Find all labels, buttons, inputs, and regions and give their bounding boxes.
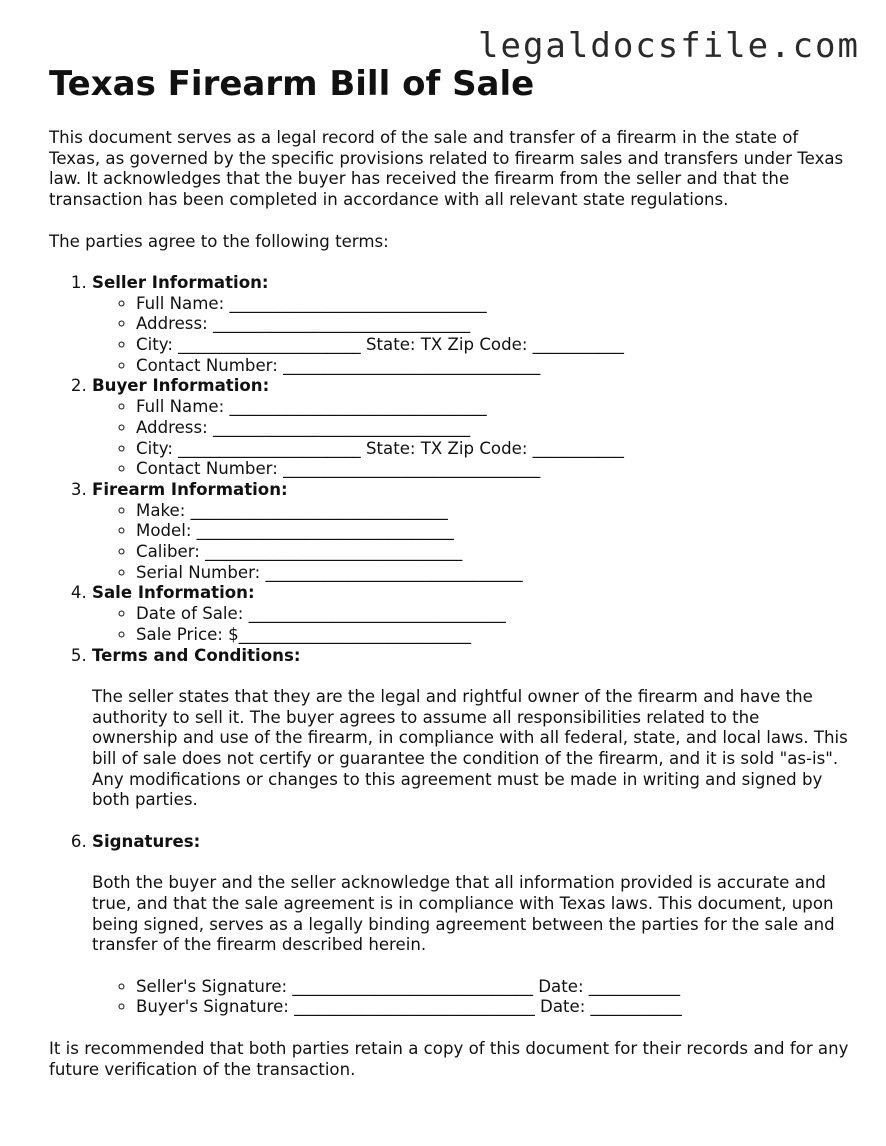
section-title: Sale Information: xyxy=(92,583,255,603)
field-list xyxy=(92,501,849,584)
field-list xyxy=(92,397,849,480)
field-sale-price[interactable]: ◦ Sale Price: $____________________________ xyxy=(136,625,849,646)
section-title: Seller Information: xyxy=(92,272,269,292)
intro-paragraph: This document serves as a legal record of the sale and transfer of a firearm in the state of Texas, as governed by the specific provisions related to firearm sales and transfers under Texas law. It acknowledges that the buyer has received the firearm from the seller and that the transaction has been completed in accordance with all relevant state regulations. xyxy=(49,128,844,210)
field-full-name[interactable]: ◦ Full Name: _______________________________ xyxy=(136,294,849,315)
field-list xyxy=(92,977,849,1018)
field-address[interactable]: ◦ Address: _______________________________ xyxy=(136,314,849,335)
field-caliber[interactable]: ◦ Caliber: _______________________________ xyxy=(136,542,849,563)
field-full-name[interactable]: ◦ Full Name: _______________________________ xyxy=(136,397,849,418)
field-address[interactable]: ◦ Address: _______________________________ xyxy=(136,418,849,439)
closing-paragraph: It is recommended that both parties retain a copy of this document for their records and for any future verification of the transaction. xyxy=(49,1038,849,1079)
document-body xyxy=(49,128,849,1080)
signatures-paragraph: Both the buyer and the seller acknowledge that all information provided is accurate and true, and that the sale agreement is in compliance with Texas laws. This document, upon being signed, serves as a legally binding agreement between the parties for the sale and transfer of the firearm described herein. xyxy=(92,873,835,955)
section-title: Terms and Conditions: xyxy=(92,645,301,665)
field-buyer-signature[interactable]: ◦ Buyer's Signature: _____________________________ Date: ___________ xyxy=(136,997,849,1018)
field-city-state-zip[interactable]: ◦ City: ______________________ State: TX Zip Code: ___________ xyxy=(136,335,849,356)
field-contact-number[interactable]: ◦ Contact Number: _______________________________ xyxy=(136,356,849,377)
field-contact-number[interactable]: ◦ Contact Number: _______________________________ xyxy=(136,459,849,480)
field-serial-number[interactable]: ◦ Serial Number: _______________________________ xyxy=(136,563,849,584)
section-buyer xyxy=(92,376,849,480)
section-terms xyxy=(92,646,849,812)
field-date-of-sale[interactable]: ◦ Date of Sale: _______________________________ xyxy=(136,604,849,625)
field-city-state-zip[interactable]: ◦ City: ______________________ State: TX Zip Code: ___________ xyxy=(136,439,849,460)
section-signatures xyxy=(92,832,849,1018)
field-make[interactable]: ◦ Make: _______________________________ xyxy=(136,501,849,522)
section-list xyxy=(49,273,849,1018)
field-model[interactable]: ◦ Model: _______________________________ xyxy=(136,521,849,542)
field-list xyxy=(92,604,849,645)
page-title: Texas Firearm Bill of Sale xyxy=(49,64,535,104)
section-title: Firearm Information: xyxy=(92,479,288,499)
terms-lead: The parties agree to the following terms: xyxy=(49,231,389,251)
section-title: Buyer Information: xyxy=(92,376,270,396)
section-title: Signatures: xyxy=(92,831,201,851)
field-seller-signature[interactable]: ◦ Seller's Signature: _____________________________ Date: ___________ xyxy=(136,977,849,998)
terms-paragraph: The seller states that they are the legal and rightful owner of the firearm and have the authority to sell it. The buyer agrees to assume all responsibilities related to the ownership and use of the firearm, in compliance with all federal, state, and local laws. This bill of sale does not certify or guarantee the condition of the firearm, and it is sold "as-is". Any modifications or changes to this agreement must be made in writing and signed by both parties. xyxy=(92,686,848,810)
watermark: legaldocsfile.com xyxy=(478,26,860,66)
section-sale xyxy=(92,583,849,645)
field-list xyxy=(92,294,849,377)
section-firearm xyxy=(92,480,849,584)
section-seller xyxy=(92,273,849,377)
